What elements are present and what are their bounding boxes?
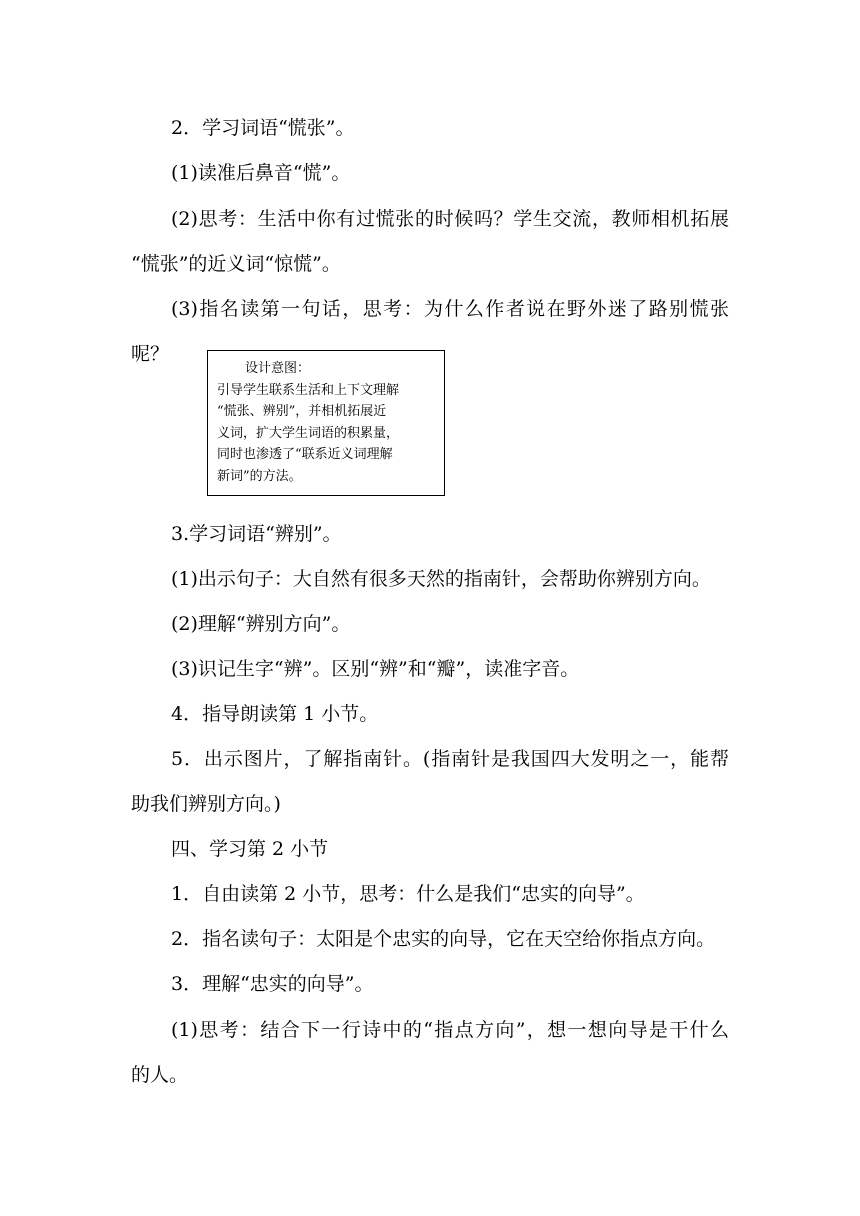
step-5-line-1: 5．出示图片，了解指南针。(指南针是我国四大发明之一，能帮 [171, 748, 729, 770]
design-intent-box [207, 350, 445, 496]
step-4: 4．指导朗读第 1 小节。 [171, 703, 379, 725]
design-intent-line: 引导学生联系生活和上下文理解 [217, 382, 400, 398]
section-4-step-1: 1．自由读第 2 小节，思考：什么是我们“忠实的向导”。 [171, 883, 645, 905]
step-2-heading: 2．学习词语“慌张”。 [171, 117, 355, 139]
design-intent-heading: 设计意图： [245, 361, 311, 376]
design-intent-line: “慌张、辨别”，并相机拓展近 [217, 404, 387, 419]
section-4-step-3-item-1-line-2: 的人。 [131, 1064, 189, 1086]
step-2-item-1: (1)读准后鼻音“慌”。 [171, 162, 351, 184]
step-3-item-2: (2)理解“辨别方向”。 [171, 613, 351, 635]
design-intent-line: 义词，扩大学生词语的积累量， [217, 425, 400, 441]
design-intent-line: 同时也渗透了“联系近义词理解 [217, 447, 393, 462]
section-4-step-3-item-1-line-1: (1)思考：结合下一行诗中的“指点方向”，想一想向导是干什么 [171, 1019, 729, 1041]
step-2-item-3-line-2: 呢？ [131, 343, 170, 365]
step-3-item-3: (3)识记生字“辨”。区别“辨”和“瓣”，读准字音。 [171, 658, 580, 680]
section-4-step-2: 2．指名读句子：太阳是个忠实的向导，它在天空给你指点方向。 [171, 928, 716, 950]
design-intent-line: 新词”的方法。 [217, 468, 302, 484]
step-2-item-2-line-2: “慌张”的近义词“惊慌”。 [131, 253, 341, 275]
step-3-item-1: (1)出示句子：大自然有很多天然的指南针，会帮助你辨别方向。 [171, 568, 711, 590]
step-5-line-2: 助我们辨别方向。) [131, 793, 281, 815]
section-4-step-3: 3．理解“忠实的向导”。 [171, 973, 374, 995]
step-2-item-3-line-1: (3)指名读第一句话，思考：为什么作者说在野外迷了路别慌张 [171, 298, 729, 320]
section-4-heading: 四、学习第 2 小节 [171, 838, 329, 860]
step-3-heading: 3.学习词语“辨别”。 [171, 523, 342, 545]
step-2-item-2-line-1: (2)思考：生活中你有过慌张的时候吗？学生交流，教师相机拓展 [171, 208, 729, 230]
